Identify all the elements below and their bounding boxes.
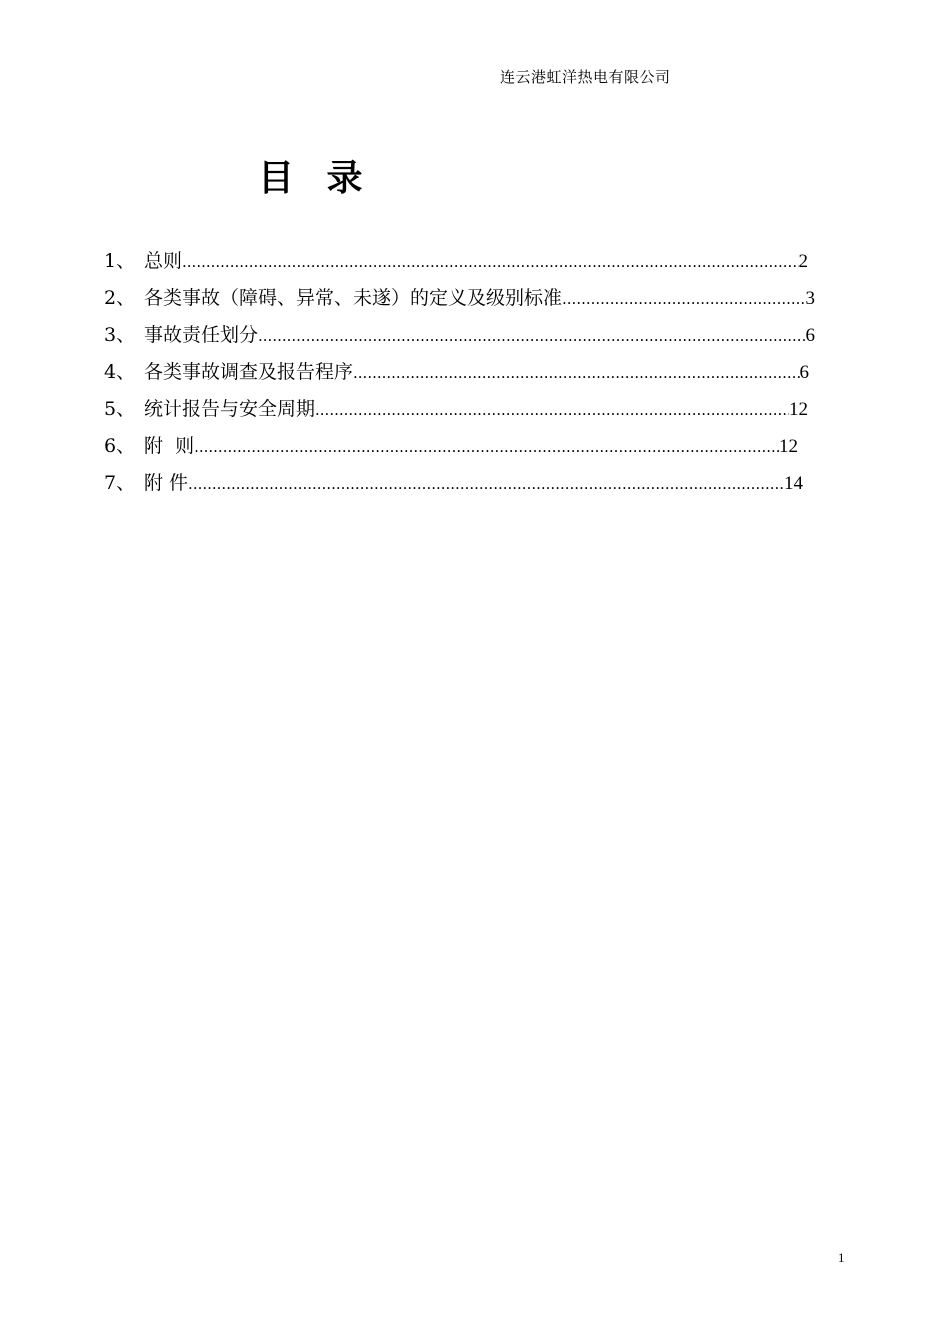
- toc-entry-page: 6: [799, 362, 809, 383]
- toc-entry[interactable]: [104, 394, 808, 431]
- page-number: 1: [838, 1250, 845, 1265]
- toc-entry-number: 1、: [104, 250, 136, 272]
- toc-entry-title: 附 则: [144, 435, 195, 457]
- toc-leader-dots: [562, 284, 805, 314]
- toc-entry-number: 7、: [104, 472, 136, 494]
- toc-entry[interactable]: [104, 431, 798, 468]
- toc-leader-dots: [353, 358, 799, 388]
- toc-entry[interactable]: [104, 357, 809, 394]
- toc-leader-dots: [182, 247, 798, 277]
- toc-entry-number: 4、: [104, 361, 136, 383]
- toc-entry-title: 各类事故（障碍、异常、未遂）的定义及级别标准: [144, 287, 563, 309]
- toc-entry[interactable]: [104, 468, 803, 505]
- toc-entry-number: 6、: [104, 435, 136, 457]
- document-title: 目 录: [258, 158, 373, 199]
- toc-entry-number: 2、: [104, 287, 136, 309]
- toc-entry-page: 3: [805, 288, 815, 309]
- toc-entry-number: 5、: [104, 398, 136, 420]
- toc-leader-dots: [258, 321, 805, 351]
- toc-entry-title: 总则: [144, 250, 183, 272]
- toc-entry-title: 附 件: [144, 472, 189, 494]
- toc-entry[interactable]: [104, 283, 815, 320]
- toc-entry-title: 各类事故调查及报告程序: [144, 361, 354, 383]
- toc-entry-title: 统计报告与安全周期: [144, 398, 316, 420]
- toc-entry-number: 3、: [104, 324, 136, 346]
- toc-entry-page: 14: [784, 473, 803, 494]
- toc-entry-title: 事故责任划分: [144, 324, 259, 346]
- toc-leader-dots: [194, 432, 779, 462]
- toc-leader-dots: [188, 469, 784, 499]
- toc-entry-page: 6: [805, 325, 815, 346]
- toc-entry[interactable]: [104, 246, 808, 283]
- toc-entry-page: 2: [798, 251, 808, 272]
- company-header: 连云港虹洋热电有限公司: [500, 68, 671, 86]
- toc-entry-page: 12: [789, 399, 808, 420]
- toc-leader-dots: [315, 395, 789, 425]
- table-of-contents: [104, 246, 824, 505]
- toc-entry[interactable]: [104, 320, 815, 357]
- toc-entry-page: 12: [779, 436, 798, 457]
